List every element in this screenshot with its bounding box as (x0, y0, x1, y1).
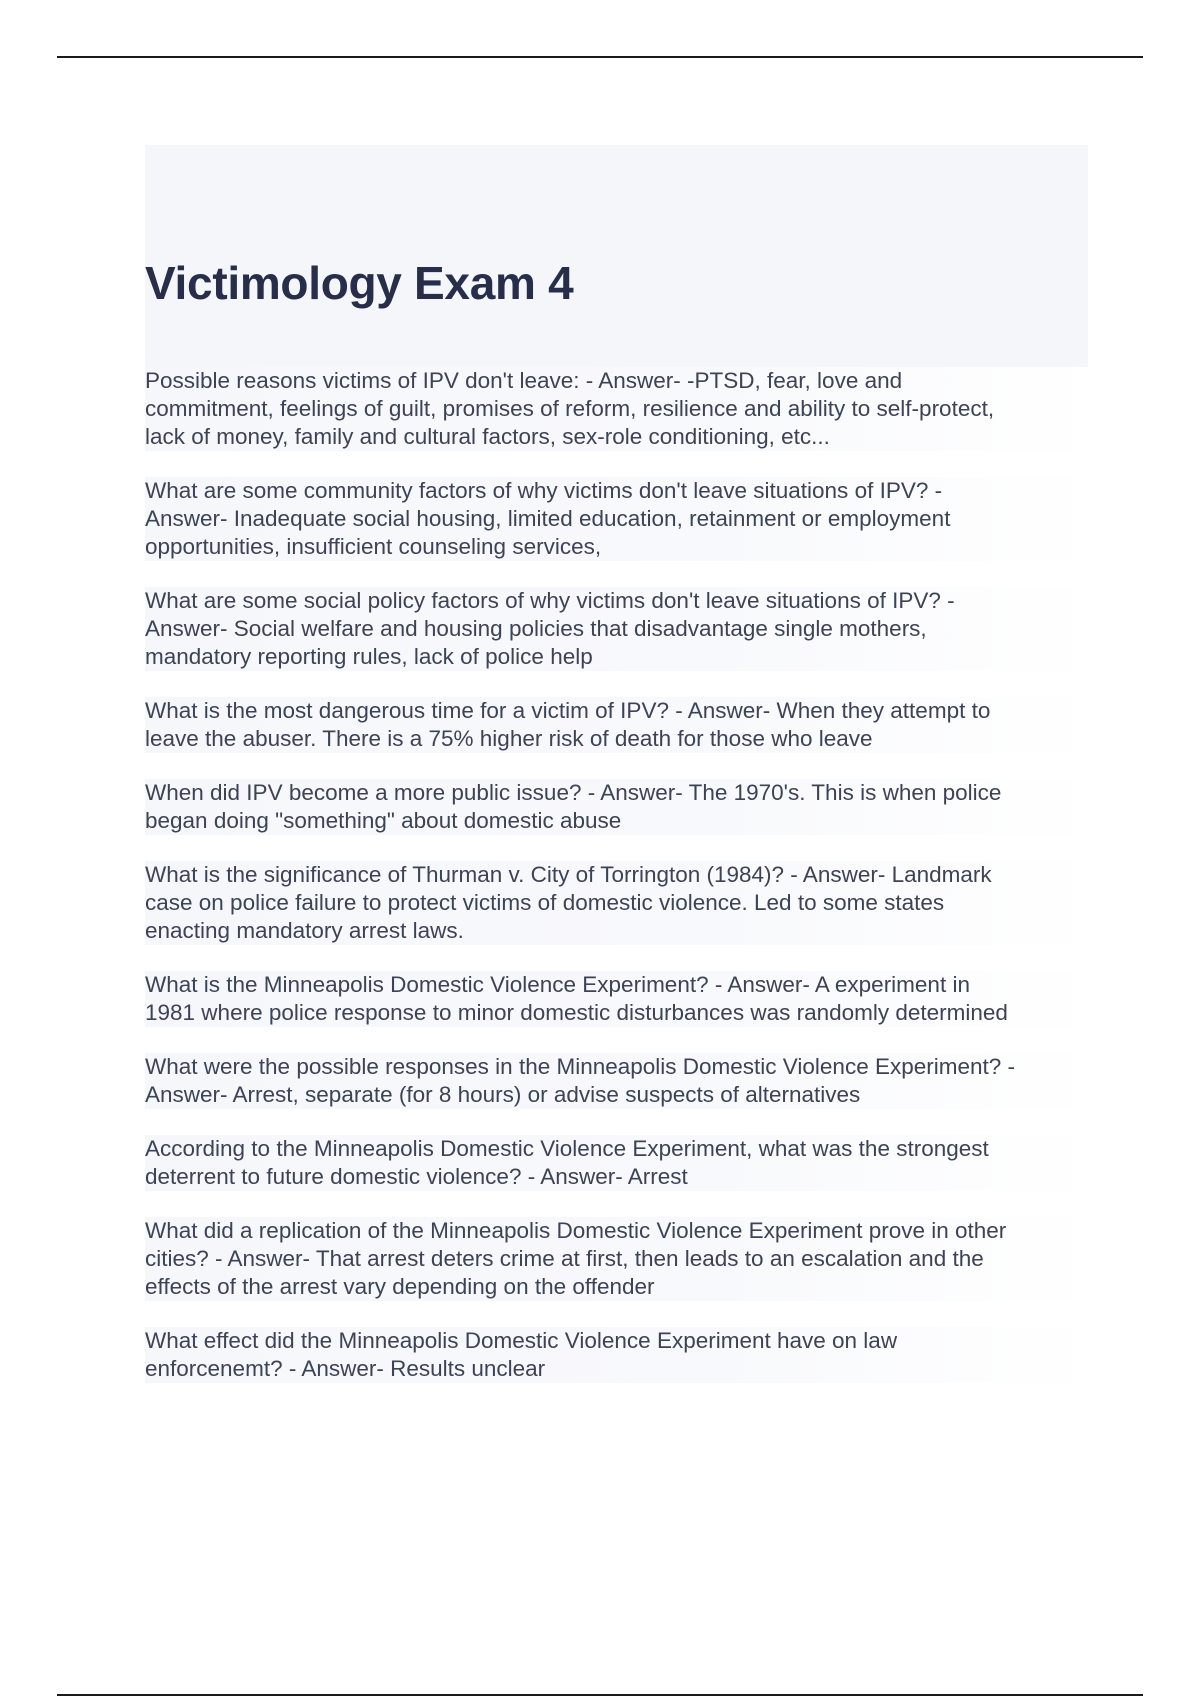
qa-item: Possible reasons victims of IPV don't leave: - Answer- -PTSD, fear, love and commitment, feelings of guilt, promises of reform, resilience and ability to self-protect, lack of money, family and cultural factors, sex-role conditioning, etc... (145, 367, 1095, 451)
qa-item: What is the most dangerous time for a victim of IPV? - Answer- When they attempt to leave the abuser. There is a 75% higher risk of death for those who leave (145, 697, 1095, 753)
qa-item: What are some social policy factors of why victims don't leave situations of IPV? - Answer- Social welfare and housing policies that disadvantage single mothers, mandatory reporting rules, lack of police help (145, 587, 1095, 671)
qa-item: What is the significance of Thurman v. City of Torrington (1984)? - Answer- Landmark case on police failure to protect victims of domestic violence. Led to some states enacting mandatory arrest laws. (145, 861, 1095, 945)
qa-list (145, 367, 1095, 1409)
qa-item: What effect did the Minneapolis Domestic Violence Experiment have on law enforcenemt? - Answer- Results unclear (145, 1327, 1095, 1383)
qa-item: When did IPV become a more public issue? - Answer- The 1970's. This is when police began doing "something" about domestic abuse (145, 779, 1095, 835)
page-title: Victimology Exam 4 (145, 257, 574, 309)
qa-item: What did a replication of the Minneapolis Domestic Violence Experiment prove in other cities? - Answer- That arrest deters crime at first, then leads to an escalation and the effects of the arrest vary depending on the offender (145, 1217, 1095, 1301)
top-rule (57, 56, 1143, 58)
qa-item: What were the possible responses in the Minneapolis Domestic Violence Experiment? - Answer- Arrest, separate (for 8 hours) or advise suspects of alternatives (145, 1053, 1095, 1109)
qa-item: What is the Minneapolis Domestic Violence Experiment? - Answer- A experiment in 1981 where police response to minor domestic disturbances was randomly determined (145, 971, 1095, 1027)
qa-item: What are some community factors of why victims don't leave situations of IPV? - Answer- Inadequate social housing, limited education, retainment or employment opportunities, insufficient counseling services, (145, 477, 1095, 561)
qa-item: According to the Minneapolis Domestic Violence Experiment, what was the strongest deterrent to future domestic violence? - Answer- Arrest (145, 1135, 1095, 1191)
bottom-rule (57, 1694, 1143, 1696)
